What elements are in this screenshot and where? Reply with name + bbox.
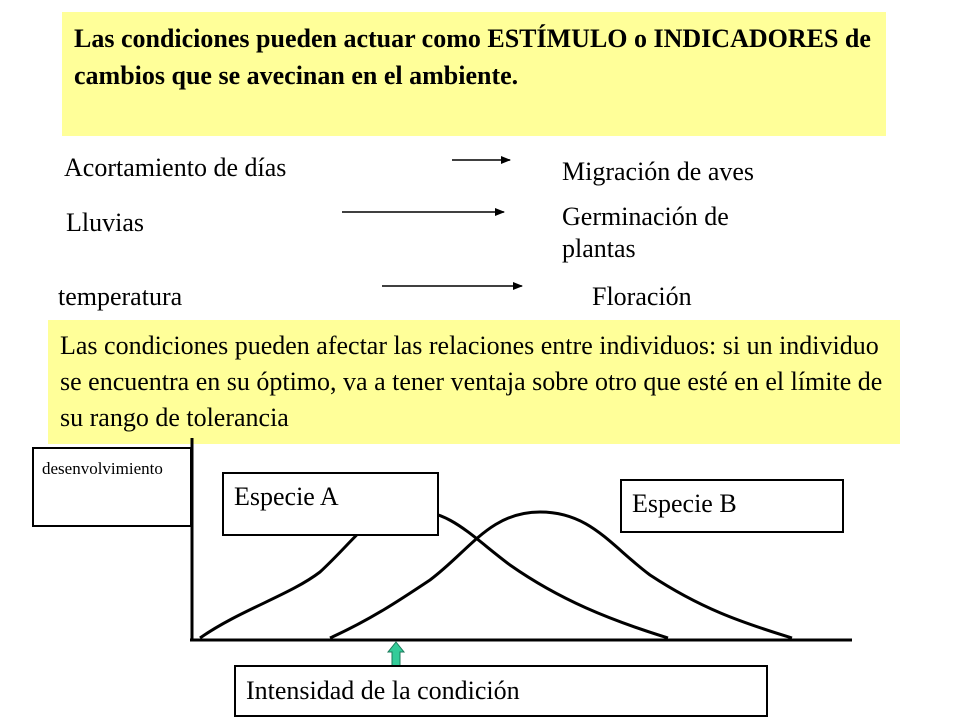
x-axis-label bbox=[234, 665, 768, 717]
effect-plant-germination: Germinación de plantas bbox=[562, 202, 729, 263]
y-axis-label bbox=[32, 447, 192, 527]
stimulus-text: Las condiciones pueden actuar como ESTÍMULO o INDICADORES de cambios que se avecinan en el ambiente. bbox=[74, 24, 871, 90]
cause-rain: Lluvias bbox=[66, 208, 144, 237]
x-axis-label-text: Intensidad de la condición bbox=[246, 676, 520, 705]
species-a-text: Especie A bbox=[234, 482, 339, 511]
effect-flowering: Floración bbox=[592, 282, 692, 311]
cause-temperature: temperatura bbox=[58, 282, 183, 311]
effect-bird-migration: Migración de aves bbox=[562, 157, 755, 186]
arrow-up-icon bbox=[388, 642, 404, 666]
y-axis-label-text: desenvolvimiento bbox=[42, 459, 163, 478]
species-a-label bbox=[222, 472, 439, 536]
cause-short-days: Acortamiento de días bbox=[64, 153, 287, 182]
species-b-label bbox=[620, 479, 844, 533]
relations-text: Las condiciones pueden afectar las relaciones entre individuos: si un individuo se encuentra en su óptimo, va a tener ventaja sobre otro que esté en el límite de su rango de tolerancia bbox=[60, 331, 883, 432]
species-b-text: Especie B bbox=[632, 489, 737, 518]
